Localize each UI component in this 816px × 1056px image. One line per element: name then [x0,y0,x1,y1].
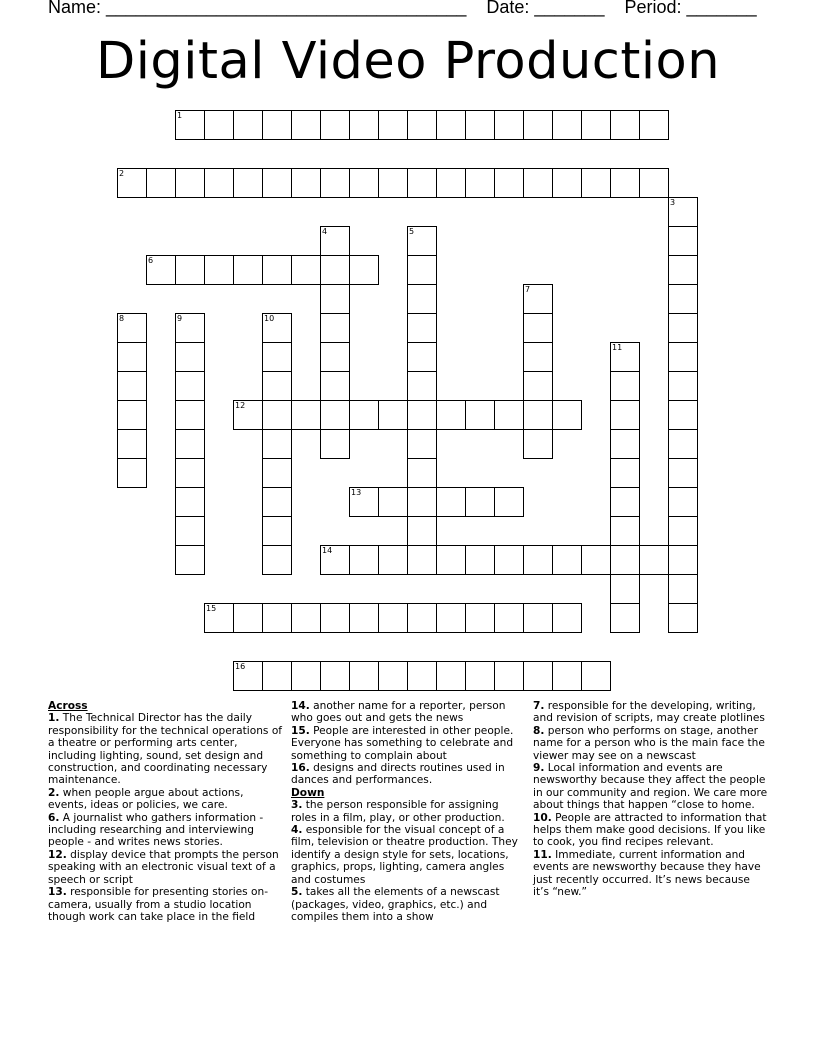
grid-cell[interactable] [610,110,640,140]
clue-number: 3 [670,198,676,207]
grid-cell[interactable] [291,110,321,140]
grid-cell[interactable] [523,110,553,140]
grid-cell[interactable] [494,545,524,575]
clue-across-13: 13. responsible for presenting stories on-camera, usually from a studio location though work can take place in the field [48,886,269,923]
clue-across-14: 14. another name for a reporter, person who goes out and gets the news [291,700,506,725]
grid-cell[interactable] [610,458,640,488]
grid-cell[interactable] [175,342,205,372]
grid-cell[interactable] [320,429,350,459]
grid-cell[interactable] [668,371,698,401]
clue-number: 10 [264,314,275,323]
grid-cell[interactable] [233,603,263,633]
grid-cell[interactable] [465,400,495,430]
grid-cell[interactable] [320,110,350,140]
grid-cell[interactable] [407,516,437,546]
clue-number: 8 [119,314,125,323]
grid-cell[interactable] [291,168,321,198]
grid-cell[interactable] [523,603,553,633]
grid-cell[interactable] [552,661,582,691]
grid-cell[interactable] [378,661,408,691]
grid-cell[interactable] [378,487,408,517]
grid-cell[interactable] [465,661,495,691]
grid-cell[interactable] [407,487,437,517]
grid-cell[interactable] [349,661,379,691]
grid-cell[interactable] [610,574,640,604]
clue-number: 6 [148,256,154,265]
grid-cell[interactable] [494,110,524,140]
grid-cell[interactable] [668,400,698,430]
grid-cell[interactable] [407,603,437,633]
clue-across-2: 2. when people argue about actions, events, ideas or policies, we care. [48,786,244,812]
across-heading: Across [48,700,88,712]
grid-cell[interactable] [175,255,205,285]
grid-cell[interactable] [581,545,611,575]
grid-cell[interactable] [262,429,292,459]
grid-cell[interactable] [436,487,466,517]
grid-cell[interactable] [610,487,640,517]
clue-down-4: 4. esponsible for the visual concept of a film, television or theatre production. They identify a design style for sets, locations, graphics, props, lighting, camera angles and costumes [291,824,518,886]
grid-cell[interactable] [117,400,147,430]
grid-cell[interactable] [668,342,698,372]
grid-cell[interactable] [610,545,640,575]
grid-cell[interactable] [204,168,234,198]
grid-cell[interactable] [262,168,292,198]
grid-cell[interactable] [668,516,698,546]
grid-cell[interactable] [436,603,466,633]
clue-across-12: 12. display device that prompts the person speaking with an electronic visual text of a speech or script [48,848,279,886]
grid-cell[interactable] [262,342,292,372]
grid-cell[interactable] [204,255,234,285]
grid-cell[interactable] [175,371,205,401]
grid-cell[interactable] [262,400,292,430]
grid-cell[interactable] [349,168,379,198]
clue-number: 1 [177,111,183,120]
clue-down-3: 3. the person responsible for assigning roles in a film, play, or other production. [291,799,505,824]
grid-cell[interactable] [668,284,698,314]
grid-cell[interactable] [465,545,495,575]
clue-number: 12 [235,401,246,410]
clue-number: 11 [612,343,623,352]
grid-cell[interactable] [320,284,350,314]
grid-cell[interactable] [494,168,524,198]
grid-cell[interactable] [407,400,437,430]
clue-down-7: 7. responsible for the developing, writing, and revision of scripts, may create plotlines [533,700,765,725]
down-heading: Down [291,786,325,799]
grid-cell[interactable] [175,516,205,546]
grid-cell[interactable] [407,545,437,575]
page-title: Digital Video Production [95,32,721,91]
grid-cell[interactable] [262,603,292,633]
clue-number: 14 [322,546,333,555]
grid-cell[interactable] [378,603,408,633]
clue-number: 9 [177,314,183,323]
grid-cell[interactable] [668,429,698,459]
grid-cell[interactable] [523,429,553,459]
grid-cell[interactable] [291,603,321,633]
grid-cell[interactable] [668,458,698,488]
grid-cell[interactable] [581,168,611,198]
grid-cell[interactable] [552,545,582,575]
grid-cell[interactable] [117,342,147,372]
grid-cell[interactable] [233,255,263,285]
grid-cell[interactable] [175,429,205,459]
grid-cell[interactable] [552,603,582,633]
grid-cell[interactable] [320,400,350,430]
grid-cell[interactable] [320,255,350,285]
grid-cell[interactable] [523,661,553,691]
grid-cell[interactable] [262,458,292,488]
grid-cell[interactable] [407,168,437,198]
grid-cell[interactable] [320,313,350,343]
grid-cell[interactable] [291,255,321,285]
grid-cell[interactable] [175,168,205,198]
grid-cell[interactable] [407,255,437,285]
clue-number: 5 [409,227,415,236]
grid-cell[interactable] [436,661,466,691]
grid-cell[interactable] [668,487,698,517]
grid-cell[interactable] [581,110,611,140]
grid-cell[interactable] [378,400,408,430]
grid-cell[interactable] [465,168,495,198]
clue-column-2 [291,700,527,923]
clue-number: 16 [235,662,246,671]
grid-cell[interactable] [523,168,553,198]
grid-cell[interactable] [407,110,437,140]
grid-cell[interactable] [407,284,437,314]
grid-cell[interactable] [610,516,640,546]
grid-cell[interactable] [378,545,408,575]
grid-cell[interactable] [117,371,147,401]
grid-cell[interactable] [523,342,553,372]
grid-cell[interactable] [262,661,292,691]
grid-cell[interactable] [320,342,350,372]
clue-across-1: 1. The Technical Director has the daily responsibility for the technical operations of a theatre or performing arts center, including lighting, sound, set design and construction, and coordinating necessary maintenance. [48,712,283,787]
grid-cell[interactable] [610,168,640,198]
grid-cell[interactable] [639,168,669,198]
grid-cell[interactable] [378,110,408,140]
grid-cell[interactable] [494,661,524,691]
grid-cell[interactable] [175,545,205,575]
clue-down-11: 11. Immediate, current information and events are newsworthy because they have just recently occurred. It’s news because it’s “new.” [533,848,761,899]
grid-cell[interactable] [668,545,698,575]
grid-cell[interactable] [407,458,437,488]
clue-number: 13 [351,488,362,497]
clue-column-3 [533,700,769,899]
grid-cell[interactable] [639,545,669,575]
grid-cell[interactable] [349,255,379,285]
grid-cell[interactable] [436,545,466,575]
grid-cell[interactable] [668,574,698,604]
grid-cell[interactable] [610,603,640,633]
grid-cell[interactable] [175,487,205,517]
grid-cell[interactable] [436,110,466,140]
grid-cell[interactable] [610,429,640,459]
grid-cell[interactable] [494,603,524,633]
grid-cell[interactable] [262,545,292,575]
grid-cell[interactable] [262,110,292,140]
clue-column-1 [48,700,284,923]
grid-cell[interactable] [349,110,379,140]
grid-cell[interactable] [639,110,669,140]
grid-cell[interactable] [407,342,437,372]
grid-cell[interactable] [552,168,582,198]
grid-cell[interactable] [668,603,698,633]
grid-cell[interactable] [465,603,495,633]
grid-cell[interactable] [668,255,698,285]
grid-cell[interactable] [523,313,553,343]
grid-cell[interactable] [668,226,698,256]
grid-cell[interactable] [523,371,553,401]
grid-cell[interactable] [378,168,408,198]
grid-cell[interactable] [523,400,553,430]
clue-number: 4 [322,227,328,236]
grid-cell[interactable] [552,400,582,430]
grid-cell[interactable] [465,110,495,140]
clue-across-16: 16. designs and directs routines used in dances and performances. [291,762,505,787]
grid-cell[interactable] [320,371,350,401]
grid-cell[interactable] [610,371,640,401]
clue-number: 7 [525,285,531,294]
clue-across-6: 6. A journalist who gathers information - including researching and interviewing people - and writes news stories. [48,811,264,849]
grid-cell[interactable] [494,400,524,430]
clue-number: 2 [119,169,125,178]
header-name-date-period: Name: ____________________________________ Date: _______ Period: _______ [48,0,757,17]
grid-cell[interactable] [233,110,263,140]
grid-cell[interactable] [291,400,321,430]
grid-cell[interactable] [146,168,176,198]
grid-cell[interactable] [117,458,147,488]
grid-cell[interactable] [175,458,205,488]
grid-cell[interactable] [407,661,437,691]
grid-cell[interactable] [407,313,437,343]
grid-cell[interactable] [668,313,698,343]
grid-cell[interactable] [523,545,553,575]
grid-cell[interactable] [320,661,350,691]
grid-cell[interactable] [320,168,350,198]
grid-cell[interactable] [349,400,379,430]
grid-cell[interactable] [610,400,640,430]
clue-across-15: 15. People are interested in other people. Everyone has something to celebrate and something to complain about [291,724,514,762]
grid-cell[interactable] [407,371,437,401]
clue-down-10: 10. People are attracted to information that helps them make good decisions. If you like to cook, you find recipes relevant. [533,811,767,849]
clue-down-8: 8. person who performs on stage, another name for a person who is the main face the viewer may see on a newscast [533,724,765,762]
grid-cell[interactable] [204,110,234,140]
grid-cell[interactable] [349,603,379,633]
grid-cell[interactable] [465,487,495,517]
grid-cell[interactable] [233,168,263,198]
grid-cell[interactable] [581,661,611,691]
grid-cell[interactable] [407,429,437,459]
clue-down-9: 9. Local information and events are newsworthy because they affect the people in our community and region. We care more about things that happen “close to home. [533,762,768,812]
clue-number: 15 [206,604,217,613]
grid-cell[interactable] [291,661,321,691]
grid-cell[interactable] [175,400,205,430]
grid-cell[interactable] [262,255,292,285]
clue-down-5: 5. takes all the elements of a newscast (packages, video, graphics, etc.) and compiles them into a show [291,886,500,923]
grid-cell[interactable] [494,487,524,517]
grid-cell[interactable] [262,371,292,401]
grid-cell[interactable] [262,487,292,517]
grid-cell[interactable] [436,168,466,198]
grid-cell[interactable] [262,516,292,546]
grid-cell[interactable] [436,400,466,430]
grid-cell[interactable] [552,110,582,140]
grid-cell[interactable] [349,545,379,575]
grid-cell[interactable] [320,603,350,633]
grid-cell[interactable] [117,429,147,459]
